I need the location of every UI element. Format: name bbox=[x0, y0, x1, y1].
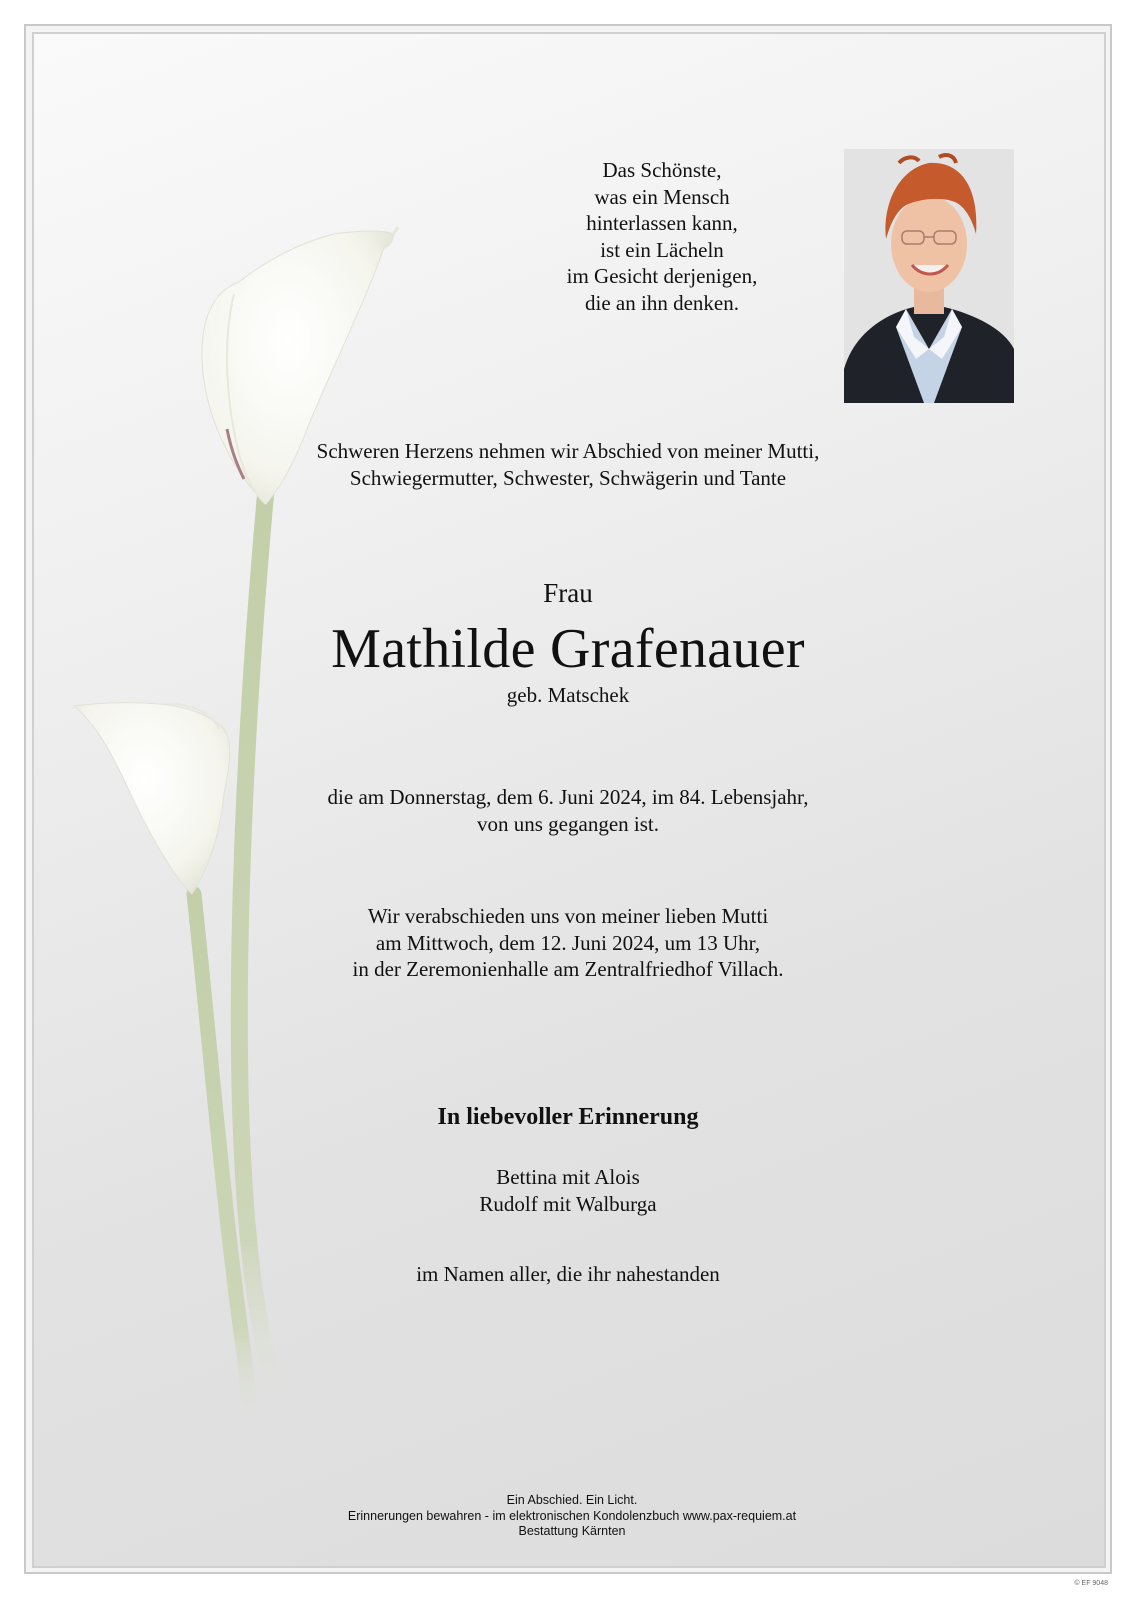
footer-link-line: Erinnerungen bewahren - im elektronischen Kondolenzbuch www.pax-requiem.at bbox=[347, 1508, 797, 1523]
death-notice bbox=[0, 784, 1136, 838]
quote-line: Das Schönste, bbox=[602, 158, 722, 182]
quote-line: ist ein Lächeln bbox=[600, 237, 724, 262]
family-names bbox=[0, 1164, 1136, 1217]
quote-line: was ein Mensch bbox=[594, 184, 730, 209]
family-line: Bettina mit Alois bbox=[496, 1165, 640, 1189]
footer-line: Ein Abschied. Ein Licht. bbox=[506, 1493, 638, 1507]
funeral-details bbox=[0, 903, 1136, 983]
closing-line: im Namen aller, die ihr nahestanden bbox=[416, 1262, 720, 1286]
memory-heading: In liebevoller Erinnerung bbox=[437, 1104, 699, 1130]
corner-code: © EF 9048 bbox=[1074, 1580, 1108, 1587]
quote-line: die an ihn denken. bbox=[585, 290, 739, 315]
portrait-illustration bbox=[844, 149, 1014, 403]
family-line: Rudolf mit Walburga bbox=[479, 1191, 657, 1216]
quote-line: im Gesicht derjenigen, bbox=[566, 264, 758, 288]
memorial-quote bbox=[462, 157, 862, 316]
birth-name: geb. Matschek bbox=[506, 683, 630, 707]
deceased-name: Mathilde Grafenauer bbox=[331, 618, 805, 680]
footer-line: Bestattung Kärnten bbox=[518, 1524, 626, 1538]
intro-line: Schweren Herzens nehmen wir Abschied von meiner Mutti, bbox=[316, 439, 820, 463]
death-line: von uns gegangen ist. bbox=[477, 812, 659, 836]
footer bbox=[0, 1493, 1136, 1540]
death-line: die am Donnerstag, dem 6. Juni 2024, im 84. Lebensjahr, bbox=[327, 785, 809, 809]
portrait-photo bbox=[844, 149, 1014, 403]
intro-text bbox=[0, 438, 1136, 492]
funeral-line: in der Zeremonienhalle am Zentralfriedhof Villach. bbox=[352, 957, 784, 981]
intro-line: Schwiegermutter, Schwester, Schwägerin und Tante bbox=[349, 466, 787, 490]
funeral-line: am Mittwoch, dem 12. Juni 2024, um 13 Uhr, bbox=[375, 930, 761, 955]
salutation: Frau bbox=[543, 578, 593, 608]
funeral-line: Wir verabschieden uns von meiner lieben Mutti bbox=[367, 904, 769, 928]
quote-line: hinterlassen kann, bbox=[586, 211, 738, 235]
